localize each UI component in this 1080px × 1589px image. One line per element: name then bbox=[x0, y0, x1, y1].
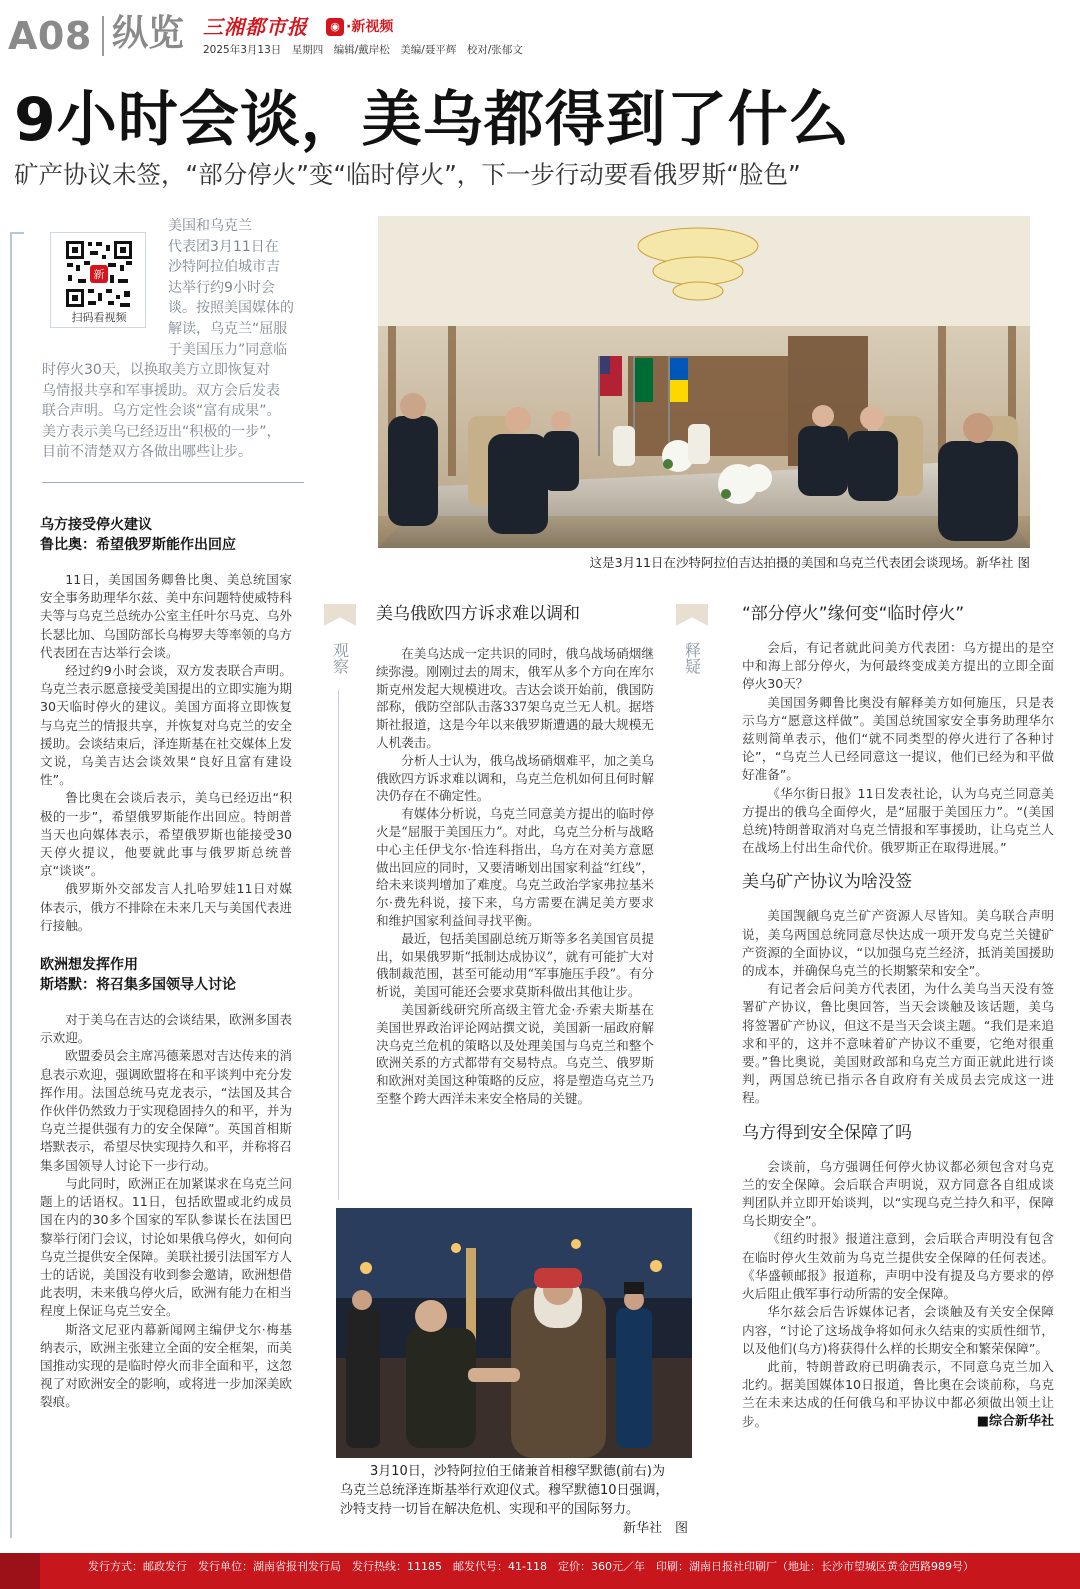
paragraph: 欧盟委员会主席冯德莱恩对吉达传来的消息表示欢迎，强调欧盟将在和平谈判中充分发挥作用。法国总统马克龙表示，“法国及其合作伙伴仍然致力于实现稳固持久的和平，并为乌克兰提供强有力的安全保障”。英国首相斯塔默表示，希望尽快实现持久和平，并称将召集多国领导人讨论下一步行动。 bbox=[40, 1048, 292, 1173]
qr-code-icon bbox=[64, 239, 134, 309]
paragraph: 《华尔街日报》11日发表社论，认为乌克兰同意美方提出的俄乌全面停火，是“屈服于美国压力”。“(美国总统)特朗普取消对乌克兰情报和军事援助，让乌克兰人在战场上付出生命代价。俄罗斯正在取得进展。” bbox=[742, 785, 1054, 856]
lead-divider bbox=[42, 482, 304, 483]
section-name: 纵览 bbox=[112, 13, 185, 54]
right-sec2-title: 美乌矿产协议为啥没签 bbox=[742, 872, 912, 893]
left-column bbox=[40, 515, 292, 1412]
paragraph: 最近，包括美国副总统万斯等多名美国官员提出，如果俄罗斯“抵制达成协议”，就有可能扩大对俄制裁范围，甚至可能动用“军事施压手段”。有分析说，美国可能还会要求莫斯科做出其他让步。 bbox=[376, 930, 654, 1000]
app-logo-icon: ◉ bbox=[326, 18, 344, 36]
paragraph: 俄罗斯外交部发言人扎哈罗娃11日对媒体表示，俄方不排除在未来几天与美国代表进行接触。 bbox=[40, 881, 292, 933]
right-sec3-title: 乌方得到安全保障了吗 bbox=[742, 1122, 912, 1143]
meeting-photo-image bbox=[378, 216, 1030, 548]
lead-line: 美方表示美乌已经迈出“积极的一步”， bbox=[42, 423, 281, 440]
mid-side-tab bbox=[324, 604, 356, 690]
photo2-caption-line2: 乌克兰总统泽连斯基举行欢迎仪式。穆罕默德10日强调， bbox=[340, 1483, 669, 1498]
meeting-photo bbox=[378, 216, 1030, 548]
paragraph: 与此同时，欧洲正在加紧谋求在乌克兰问题上的话语权。11日，包括欧盟或北约成员国在内的30多个国家的军队参谋长在法国巴黎举行闭门会议，讨论如果俄乌停火，如何向乌克兰提供安全保障。美联社援引法国军方人士的话说，美国没有收到参会邀请，欧洲想借此表明，未来俄乌停火后，欧洲有能力在相当程度上保证乌克兰安全。 bbox=[40, 1175, 292, 1319]
lead-box-bracket bbox=[10, 232, 24, 1538]
right-sec2-body bbox=[742, 907, 1054, 1107]
lead-line: 联合声明。乌方定性会谈“富有成果”。 bbox=[42, 403, 281, 420]
right-side-tab bbox=[676, 604, 708, 690]
right-sec1-title: “部分停火”缘何变“临时停火” bbox=[742, 604, 965, 624]
photo2-caption-line1: 3月10日，沙特阿拉伯王储兼首相穆罕默德(前右)为 bbox=[370, 1464, 665, 1479]
photo1-caption: 这是3月11日在沙特阿拉伯吉达拍摄的美国和乌克兰代表团会谈现场。新华社 图 bbox=[589, 555, 1030, 570]
sec2-body bbox=[40, 1011, 292, 1411]
right-column bbox=[742, 603, 1054, 1431]
paragraph: 会谈前，乌方强调任何停火协议都必须包含对乌克兰的安全保障。会后联合声明说，双方同意各自组成谈判团队并立即开始谈判，以“实现乌克兰持久和平，保障乌长期安全”。 bbox=[742, 1158, 1054, 1229]
paragraph: 此前，特朗普政府已明确表示，不同意乌克兰加入北约。据美国媒体10日报道，鲁比奥在会谈前称，乌克兰在未来达成的任何俄乌和平协议中都必须做出领土让步。 bbox=[742, 1358, 1054, 1429]
mid-column-body bbox=[376, 645, 654, 1108]
lead-line: 乌情报共享和军事援助。双方会后发表 bbox=[42, 382, 280, 399]
page-header bbox=[0, 0, 1080, 70]
paragraph: 有媒体分析说，乌克兰同意美方提出的临时停火是“屈服于美国压力”。对此，乌克兰分析与战略中心主任伊戈尔·恰连科指出，乌方在对美方意愿做出回应的同时，又要清晰划出国家利益“红线”，给未来谈判增加了难度。乌克兰政治学家弗拉基米尔·费先科说，接下来，乌方需要在满足美方要求和维护国家利益间寻找平衡。 bbox=[376, 806, 654, 928]
qr-label: 扫码看视频 bbox=[71, 311, 127, 324]
page-number: A08 bbox=[8, 14, 92, 58]
lead-line: 代表团3月11日在 bbox=[168, 238, 279, 255]
lead-line: 谈。按照美国媒体的 bbox=[168, 300, 294, 317]
paragraph: 美国新线研究所高级主管尤金·乔索夫斯基在美国世界政治评论网站撰文说，美国新一届政府解决乌克兰危机的策略以及处理美国与乌克兰和整个欧洲关系的方式都带有交易特点。乌克兰、俄罗斯和欧洲对美国这种策略的反应，将是塑造乌克兰乃至整个跨大西洋未来安全格局的关键。 bbox=[376, 1001, 654, 1106]
mid-section-title: 美乌俄欧四方诉求难以调和 bbox=[376, 604, 580, 624]
paragraph: 对于美乌在吉达的会谈结果，欧洲多国表示欢迎。 bbox=[40, 1012, 292, 1046]
right-side-label: 释疑 bbox=[682, 642, 702, 674]
paragraph: 《纽约时报》报道注意到，会后联合声明没有包含在临时停火生效前为乌克兰提供安全保障的任何表述。《华盛顿邮报》报道称，声明中没有提及乌方要求的停火后阻止俄军事行动所需的安全保障。 bbox=[742, 1231, 1054, 1302]
main-headline: 9小时会谈，美乌都得到了什么 bbox=[14, 85, 850, 155]
paragraph: 美国觊觎乌克兰矿产资源人尽皆知。美乌联合声明说，美乌两国总统同意尽快达成一项开发乌克兰关键矿产资源的全面协议，“以加强乌克兰经济，抵消美国援助的成本，并确保乌克兰的长期繁荣和安全”。 bbox=[742, 908, 1054, 979]
photo2-credit: 新华社 图 bbox=[622, 1521, 688, 1536]
lead-text-top bbox=[168, 216, 304, 360]
paragraph: 分析人士认为，俄乌战场硝烟难平，加之美乌俄欧四方诉求难以调和，乌克兰危机如何且何时解决仍存在不确定性。 bbox=[376, 752, 654, 804]
footer-bar bbox=[0, 1549, 1080, 1589]
paragraph: 美国国务卿鲁比奥没有解释美方如何施压，只是表示乌方“愿意这样做”。美国总统国家安全事务助理华尔兹则简单表示，他们“就不同类型的停火进行了各种讨论”，“乌克兰人已经同意这一提议，他们已经为和平做好准备”。 bbox=[742, 694, 1054, 783]
welcome-photo-image bbox=[336, 1208, 692, 1458]
mid-column-rule bbox=[338, 690, 339, 1200]
qr-code-box[interactable] bbox=[50, 232, 146, 328]
sub-headline: 矿产协议未签，“部分停火”变“临时停火”，下一步行动要看俄罗斯“脸色” bbox=[14, 160, 801, 189]
paragraph: 会后，有记者就此问美方代表团：乌方提出的是空中和海上部分停火，为何最终变成美方提出的立即全面停火30天？ bbox=[742, 640, 1054, 692]
app-name: ·新视频 bbox=[346, 19, 394, 35]
right-sec1-body bbox=[742, 639, 1054, 857]
sec1-title-2: 鲁比奥：希望俄罗斯能作出回应 bbox=[40, 537, 236, 553]
lead-line: 美国和乌克兰 bbox=[168, 218, 252, 234]
welcome-photo bbox=[336, 1208, 692, 1458]
mid-side-label: 观察 bbox=[330, 642, 350, 674]
sec1-body bbox=[40, 571, 292, 935]
lead-line: 沙特阿拉伯城市吉 bbox=[168, 259, 280, 276]
sec2-title-1: 欧洲想发挥作用 bbox=[40, 957, 138, 974]
photo2-caption bbox=[340, 1462, 692, 1538]
footer-text: 发行方式：邮政发行 发行单位：湖南省报刊发行局 发行热线：11185 邮发代号：41-118 定价：360元／年 印刷：湖南日报社印刷厂（地址：长沙市望城区黄金西路989号） bbox=[88, 1560, 974, 1573]
paragraph: 斯洛文尼亚内幕新闻网主编伊戈尔·梅基纳表示，欧洲主张建立全面的安全框架，而美国推动实现的是临时停火而非全面和平，这忽视了对欧洲安全的影响，或将进一步加深美欧裂痕。 bbox=[40, 1321, 292, 1410]
qr-badge: 新 bbox=[93, 268, 105, 281]
lead-line: 时停火30天，以换取美方立即恢复对 bbox=[42, 362, 270, 378]
paragraph: 11日，美国国务卿鲁比奥、美总统国家安全事务助理华尔兹、美中东问题特使威特科夫等与乌克兰总统办公室主任叶尔马克、乌外长瑟比加、乌国防部长乌梅罗夫等率领的乌方代表团在吉达举行会谈。 bbox=[40, 572, 292, 660]
sec1-title-1: 乌方接受停火建议 bbox=[40, 517, 152, 533]
paragraph: 华尔兹会后告诉媒体记者，会谈触及有关安全保障内容，“讨论了这场战争将如何永久结束的实质性细节，以及他们(乌方)将获得什么样的长期安全和繁荣保障”。 bbox=[742, 1304, 1054, 1356]
lead-line: 于美国压力”同意临 bbox=[168, 341, 288, 358]
lead-line: 解读，乌克兰“屈服 bbox=[168, 320, 288, 337]
lead-text-bottom bbox=[42, 360, 308, 463]
lead-line: 达举行约9小时会 bbox=[168, 279, 275, 296]
paragraph: 有记者会后问美方代表团，为什么美乌当天没有签署矿产协议，鲁比奥回答，当天会谈触及该话题，美乌将签署矿产协议，但这不是当天会谈主题。“我们是来追求和平的，这并不意味着矿产协议不重要，它绝对很重要。”鲁比奥说，美国财政部和乌克兰方面正就此进行谈判，两国总统已指示各自政府有关成员去完成这一进程。 bbox=[742, 981, 1054, 1106]
paragraph: 经过约9小时会谈，双方发表联合声明。乌克兰表示愿意接受美国提出的立即实施为期30天临时停火的建议。美国方面将立即恢复与乌克兰的情报共享，并恢复对乌克兰的安全援助。会谈结束后，泽连斯基在社交媒体上发文说，乌美吉达会谈效果“良好且富有建设性”。 bbox=[40, 663, 292, 788]
paragraph: 在美乌达成一定共识的同时，俄乌战场硝烟继续弥漫。刚刚过去的周末，俄军从多个方向在库尔斯克州发起大规模进攻。吉达会谈开始前，俄国防部称，俄防空部队击落337架乌克兰无人机。据塔斯社报道，这是今年以来俄罗斯遭遇的最大规模无人机袭击。 bbox=[376, 646, 654, 750]
header-divider bbox=[102, 16, 104, 56]
sec2-title-2: 斯塔默：将召集多国领导人讨论 bbox=[40, 977, 236, 994]
photo2-caption-line3: 沙特支持一切旨在解决危机、实现和平的国际努力。 bbox=[340, 1502, 640, 1517]
lead-line: 目前不清楚双方各做出哪些让步。 bbox=[42, 444, 252, 461]
signoff: ■综合新华社 bbox=[976, 1413, 1054, 1429]
paragraph: 鲁比奥在会谈后表示，美乌已经迈出“积极的一步”，希望俄罗斯能作出回应。特朗普当天也向媒体表示，希望俄罗斯也能接受30天停火提议，他要就此事与俄罗斯总统普京“谈谈”。 bbox=[40, 790, 292, 879]
right-sec3-body bbox=[742, 1158, 1054, 1431]
header-meta: 2025年3月13日 星期四 编辑/戴岸松 美编/聂平辉 校对/张郁文 bbox=[203, 44, 523, 56]
paper-name: 三湘都市报 bbox=[203, 15, 308, 39]
